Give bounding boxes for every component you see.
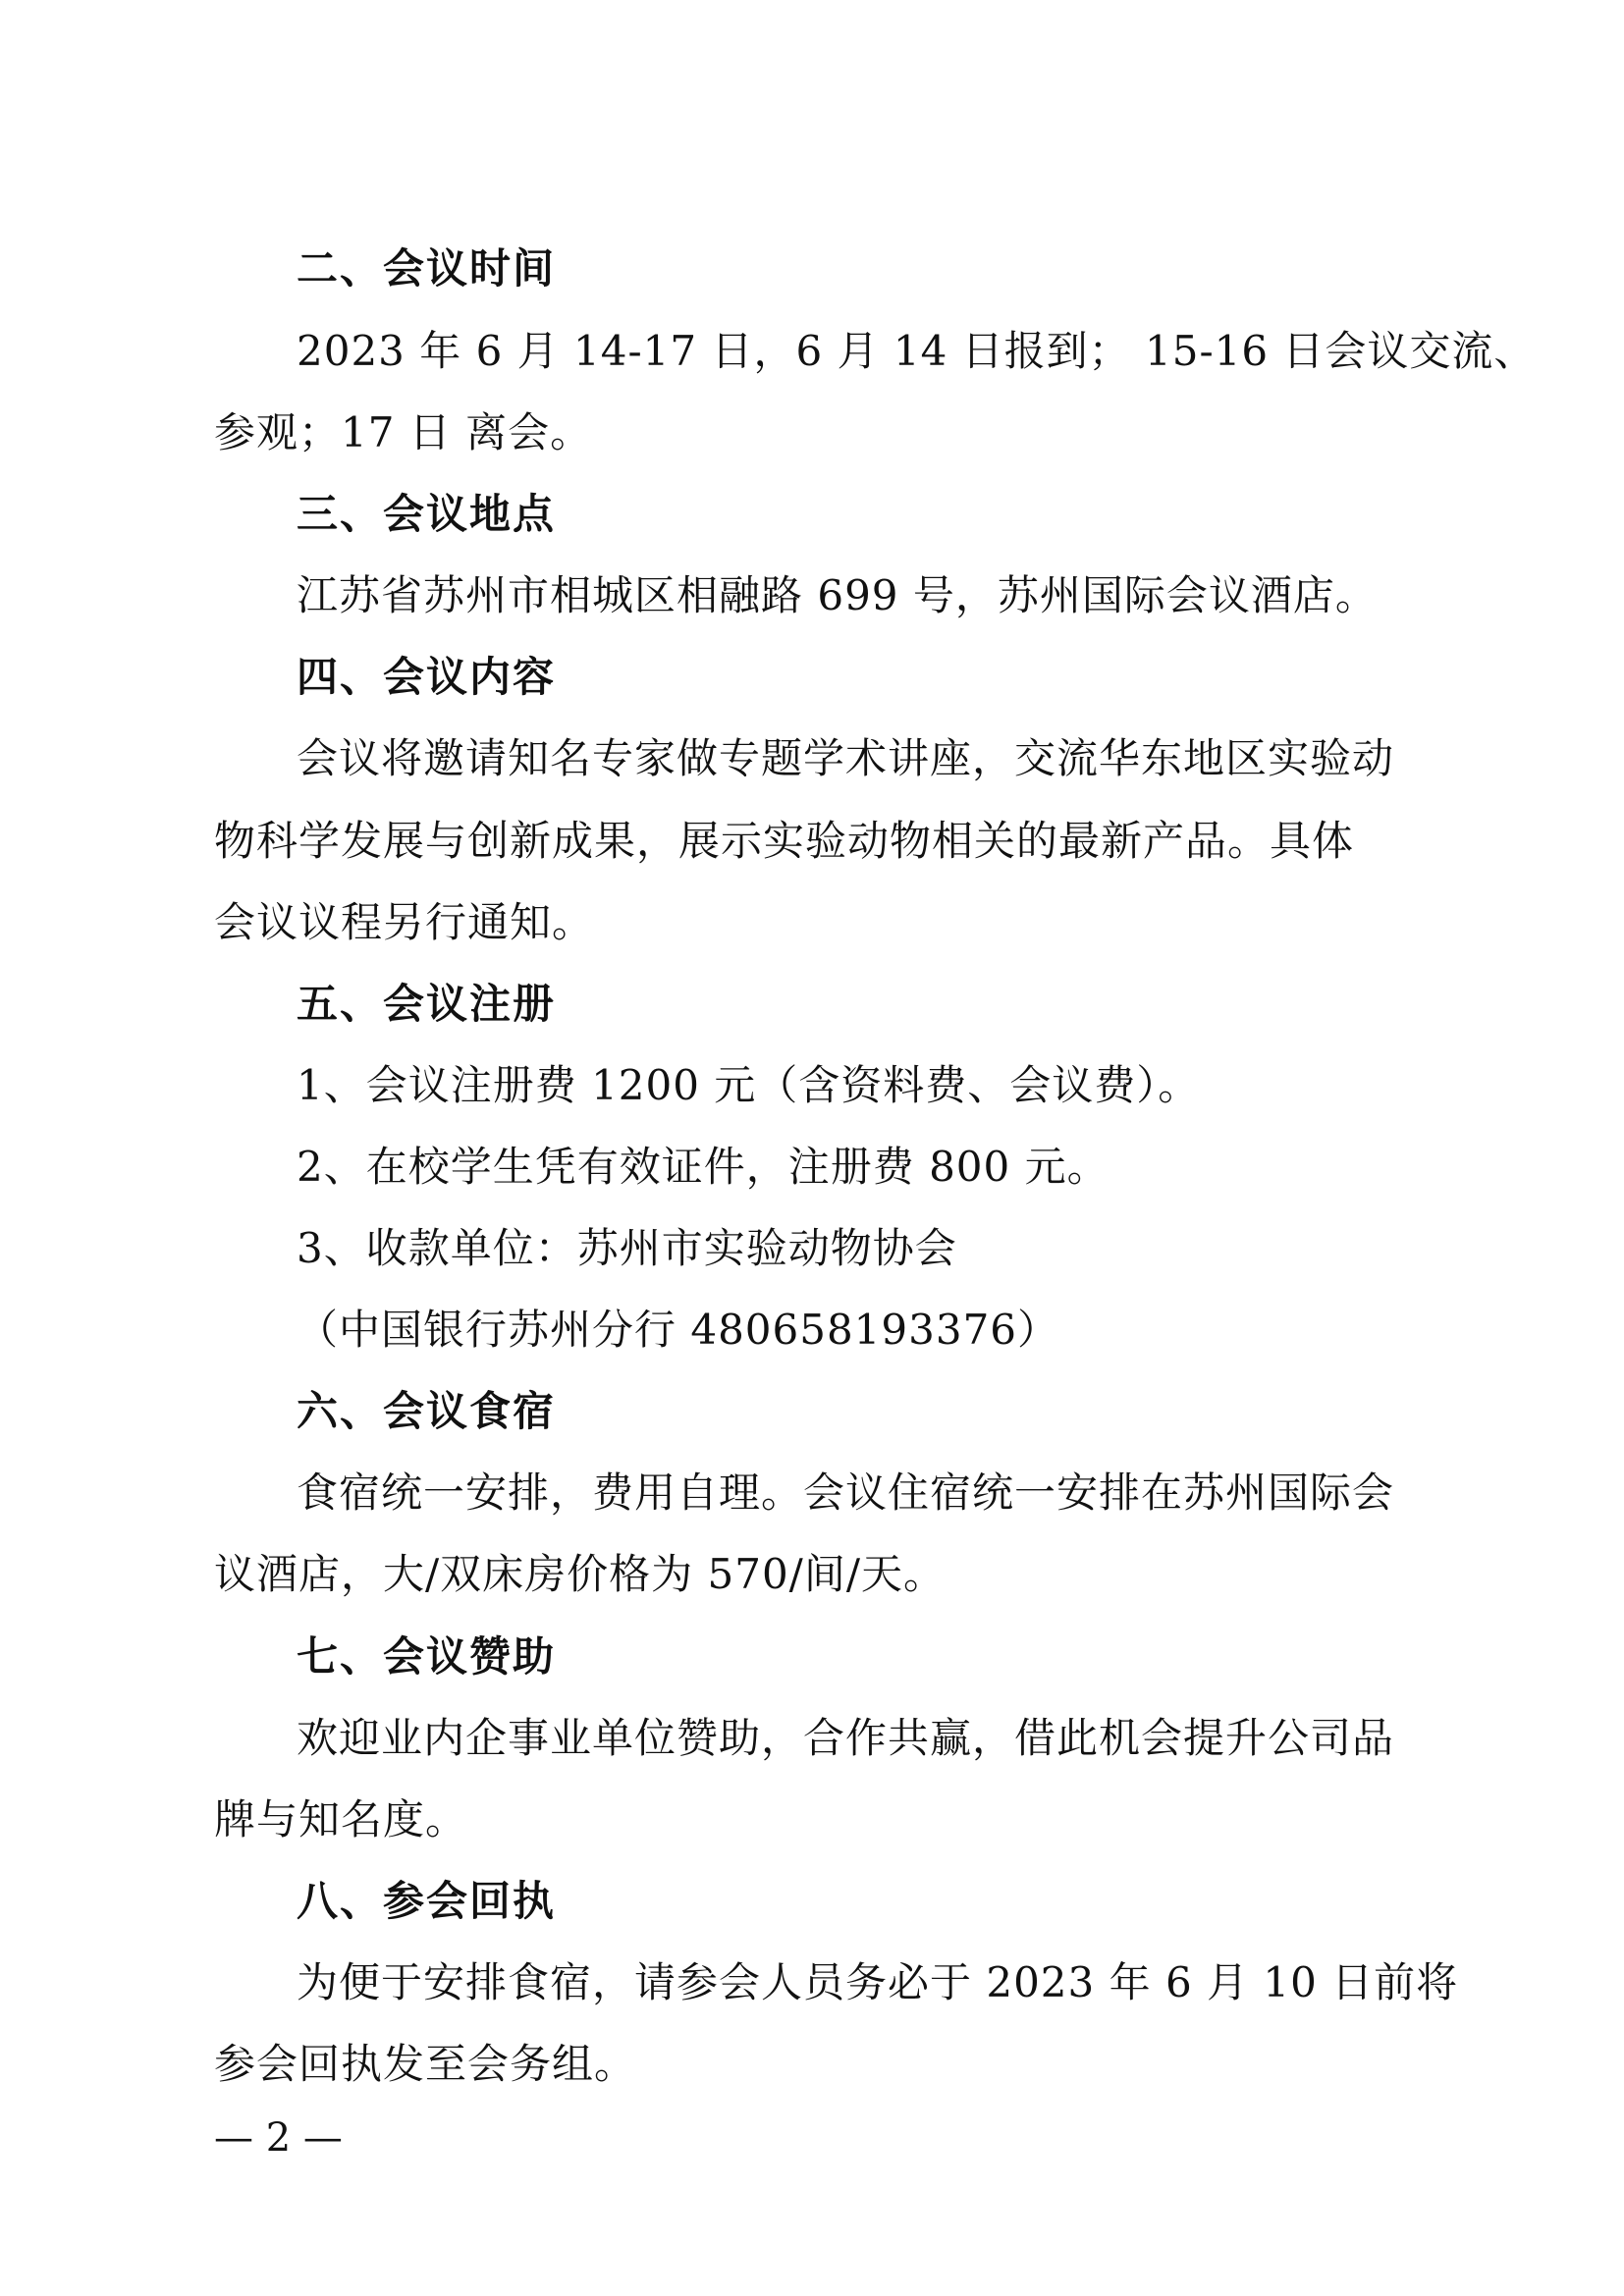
registration-item-2: 2、在校学生凭有效证件，注册费 800 元。 <box>297 1143 1110 1191</box>
section-heading-reply: 八、参会回执 <box>297 1877 557 1925</box>
content-paragraph-line-3: 会议议程另行通知。 <box>214 898 595 946</box>
lodging-paragraph-line-2: 议酒店，大/双床房价格为 570/间/天。 <box>214 1550 946 1598</box>
time-paragraph-line-2: 参观；17 日 离会。 <box>214 408 593 456</box>
reply-paragraph-line-1: 为便于安排食宿，请参会人员务必于 2023 年 6 月 10 日前将 <box>297 1958 1459 2006</box>
section-heading-registration: 五、会议注册 <box>297 980 557 1028</box>
location-paragraph-line-1: 江苏省苏州市相城区相融路 699 号，苏州国际会议酒店。 <box>297 571 1378 619</box>
registration-item-3: 3、收款单位：苏州市实验动物协会 <box>297 1224 957 1272</box>
registration-item-1: 1、会议注册费 1200 元（含资料费、会议费）。 <box>297 1061 1201 1109</box>
section-heading-sponsorship: 七、会议赞助 <box>297 1632 557 1681</box>
reply-paragraph-line-2: 参会回执发至会务组。 <box>214 2040 637 2088</box>
page-number: — 2 — <box>214 2115 343 2161</box>
section-heading-location: 三、会议地点 <box>297 490 557 538</box>
content-paragraph-line-2: 物科学发展与创新成果，展示实验动物相关的最新产品。具体 <box>214 817 1355 865</box>
section-heading-content: 四、会议内容 <box>297 653 557 701</box>
registration-bank-account: （中国银行苏州分行 480658193376） <box>297 1306 1060 1354</box>
sponsorship-paragraph-line-1: 欢迎业内企事业单位赞助，合作共赢，借此机会提升公司品 <box>297 1714 1395 1762</box>
section-heading-lodging: 六、会议食宿 <box>297 1387 557 1435</box>
content-paragraph-line-1: 会议将邀请知名专家做专题学术讲座，交流华东地区实验动 <box>297 734 1395 782</box>
sponsorship-paragraph-line-2: 牌与知名度。 <box>214 1795 468 1843</box>
section-heading-time: 二、会议时间 <box>297 244 557 293</box>
lodging-paragraph-line-1: 食宿统一安排，费用自理。会议住宿统一安排在苏州国际会 <box>297 1468 1395 1517</box>
time-paragraph-line-1: 2023 年 6 月 14-17 日，6 月 14 日报到； 15-16 日会议交流、 <box>297 327 1537 375</box>
